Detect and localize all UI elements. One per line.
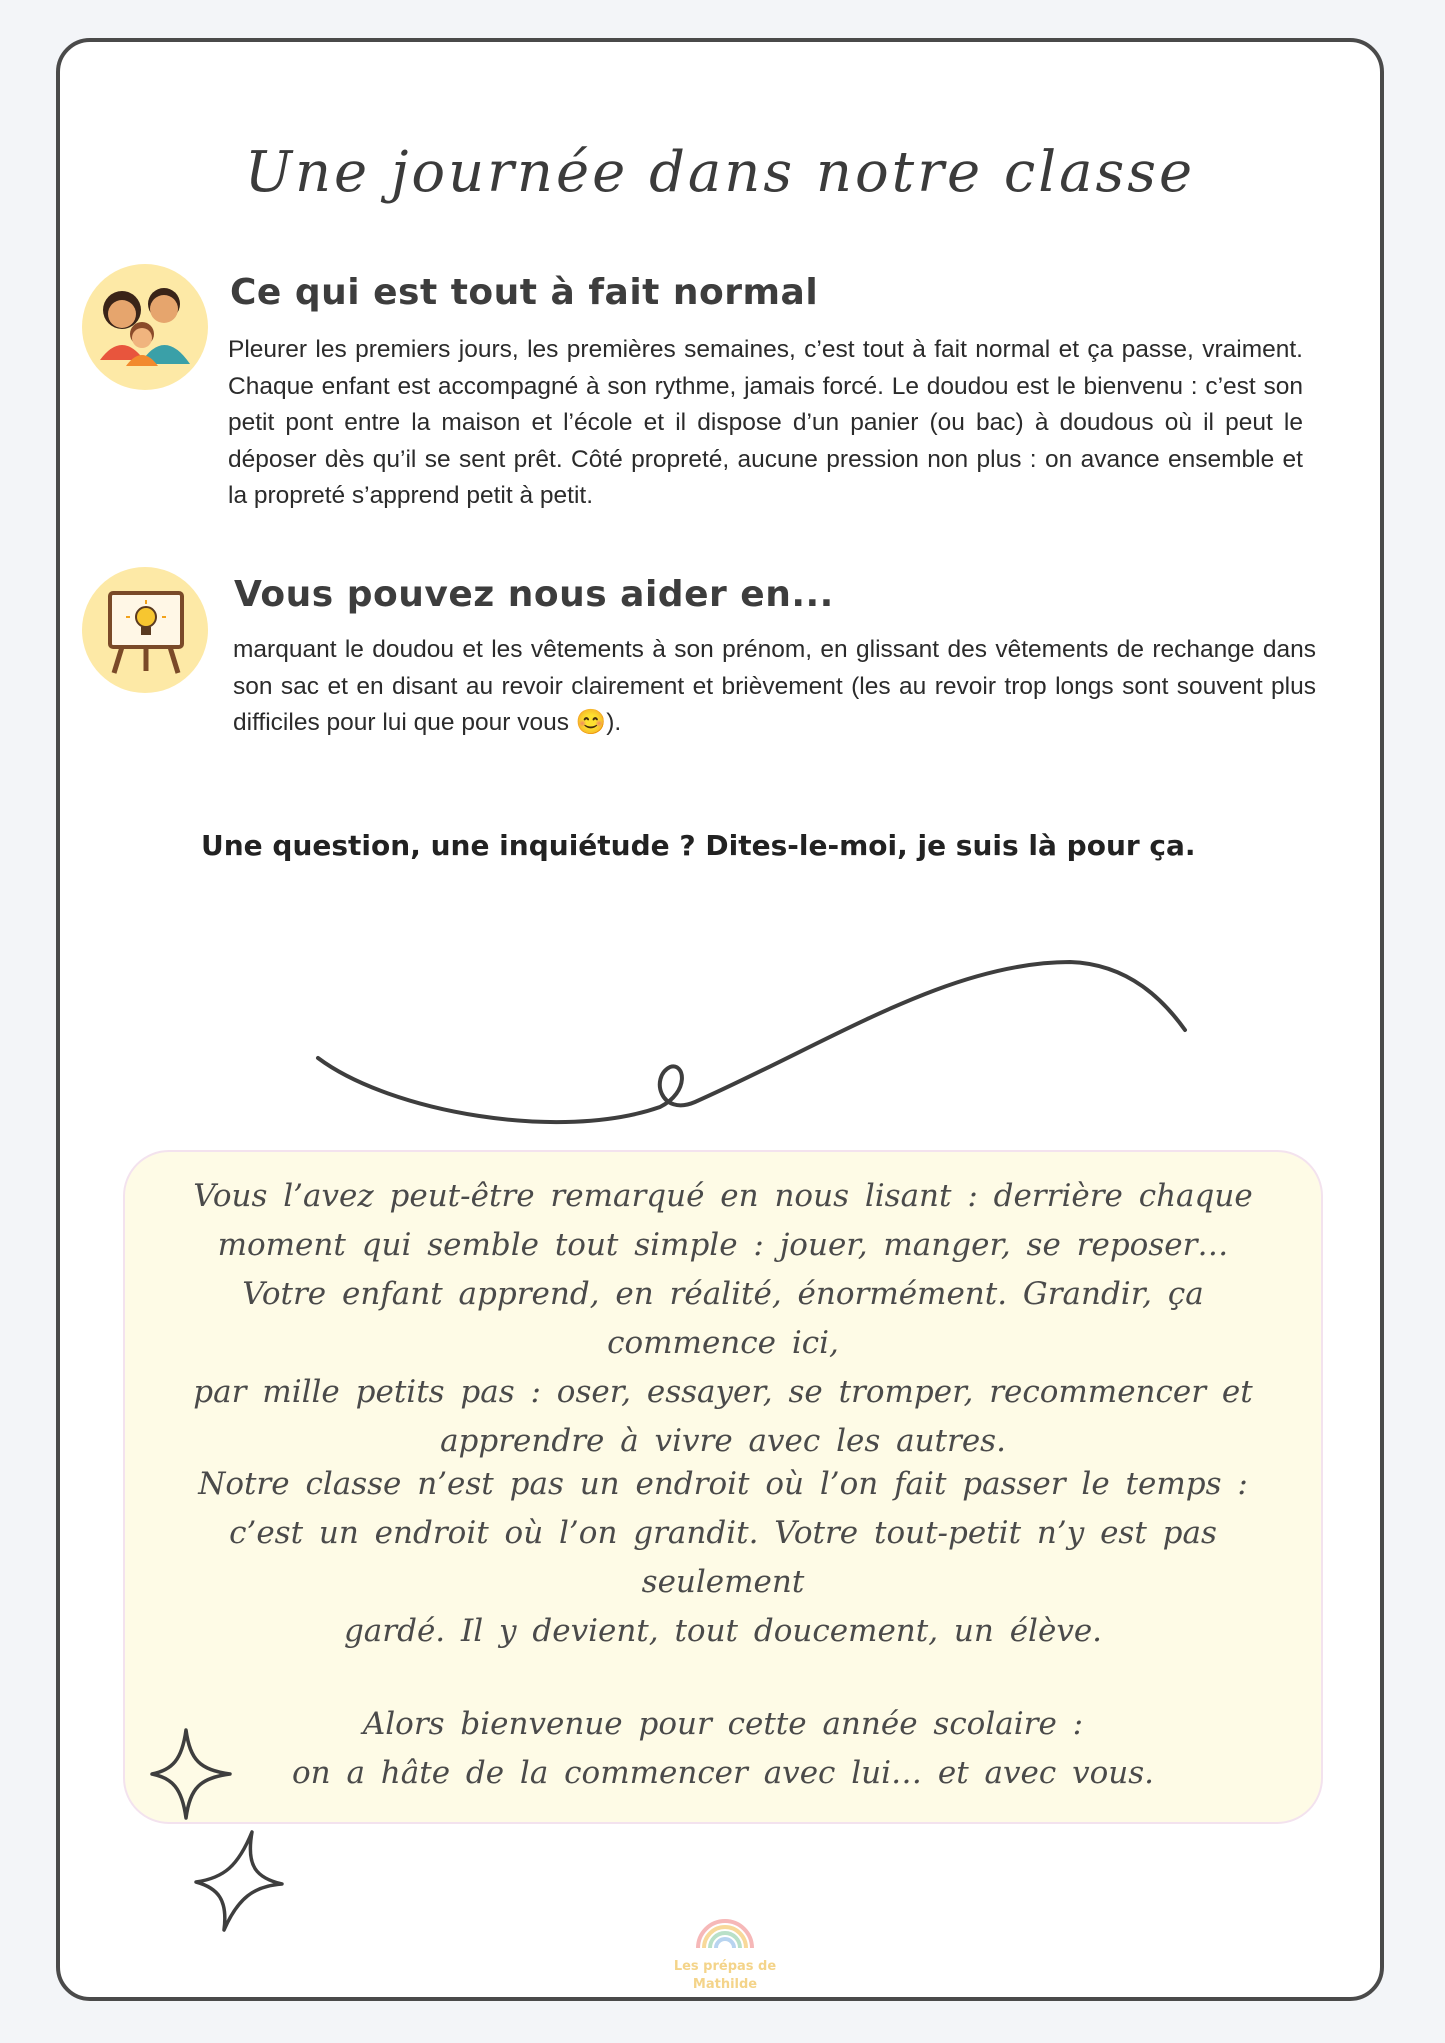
- question-callout: Une question, une inquiétude ? Dites-le-moi, je suis là pour ça.: [201, 829, 1196, 862]
- logo-text-line1: Les prépas de: [673, 1959, 777, 1974]
- page-title: Une journée dans notre classe: [244, 139, 1196, 205]
- rainbow-icon: [690, 1914, 760, 1954]
- message-paragraph-2: Notre classe n’est pas un endroit où l’on fait passer le temps : c’est un endroit où l’on grandit. Votre tout-petit n’y est pas seulement gardé. Il y devient, tout doucement, un élève.: [198, 1466, 1248, 1649]
- family-icon: [82, 264, 208, 390]
- sparkle-icon: [148, 1722, 238, 1822]
- message-paragraph-3: Alors bienvenue pour cette année scolaire : on a hâte de la commencer avec lui… et avec vous.: [291, 1706, 1155, 1791]
- section-help-heading: Vous pouvez nous aider en...: [234, 574, 834, 615]
- message-paragraph-1: Vous l’avez peut-être remarqué en nous lisant : derrière chaque moment qui semble tout simple : jouer, manger, se reposer… Votre enfant apprend, en réalité, énormément. Grandir, ça commence ici, par mille petits pas : oser, essayer, se tromper, recommencer et apprendre à vivre avec les autres.: [193, 1178, 1253, 1459]
- logo-text-line2: Mathilde: [692, 1977, 758, 1992]
- section-normal-text: Pleurer les premiers jours, les premières semaines, c’est tout à fait normal et ça passe, vraiment. Chaque enfant est accompagné à son rythme, jamais forcé. Le doudou est le bienvenu : c’est son petit pont entre la maison et l’école et il dispose d’un panier (ou bac) à doudous où il peut le déposer dès qu’il se sent prêt. Côté propreté, aucune pression non plus : on avance ensemble et la propreté s’apprend petit à petit.: [228, 336, 1303, 509]
- section-help-text: marquant le doudou et les vêtements à son prénom, en glissant des vêtements de rechange dans son sac et en disant au revoir clairement et brièvement (les au revoir trop longs sont souvent plus difficiles pour lui que pour vous 😊).: [233, 636, 1316, 736]
- decorative-curve: [310, 942, 1210, 1162]
- sparkle-icon: [190, 1826, 290, 1936]
- welcome-message-box: [123, 1150, 1323, 1824]
- page-frame: [56, 38, 1384, 2001]
- lightbulb-board-icon: [82, 567, 208, 693]
- section-normal-heading: Ce qui est tout à fait normal: [230, 272, 819, 313]
- brand-logo: [660, 1914, 790, 1994]
